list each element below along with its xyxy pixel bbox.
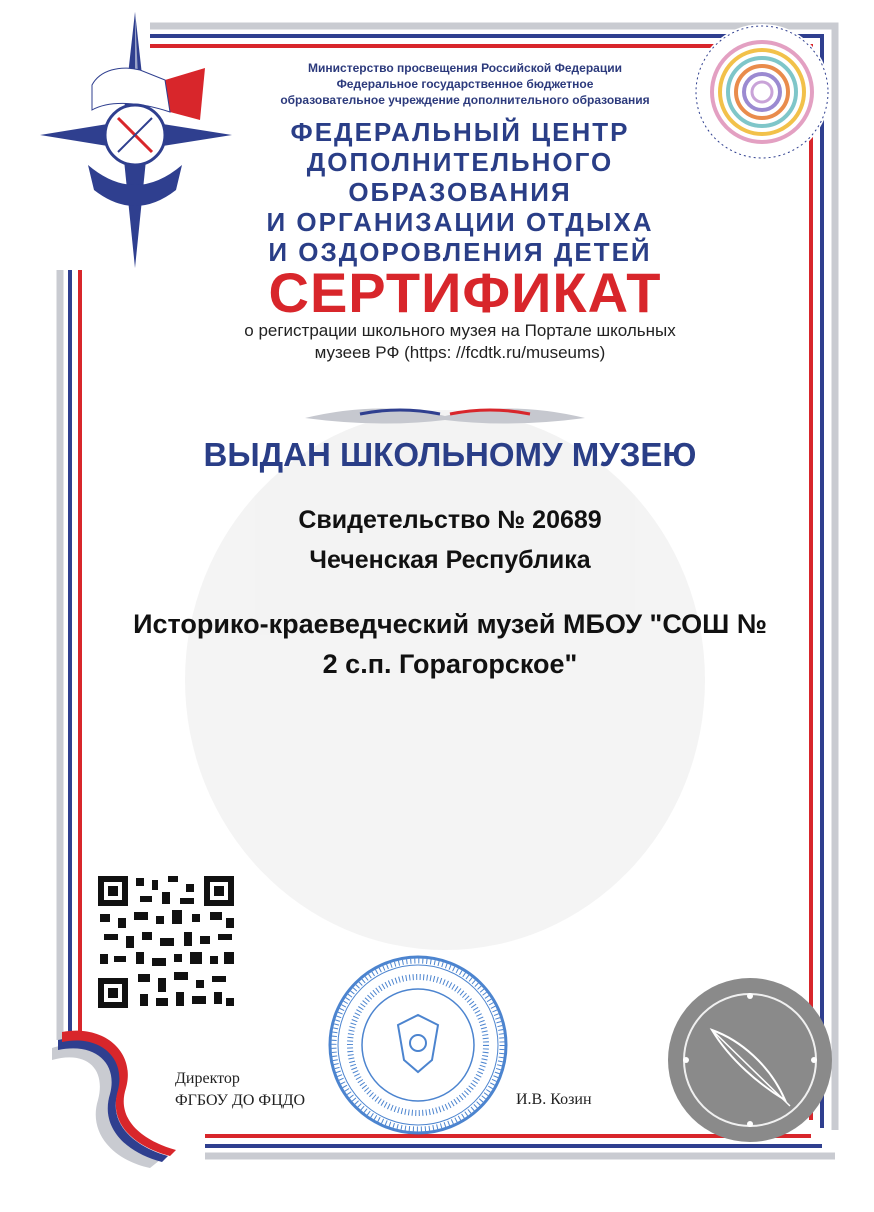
center-title-line-3: И ОРГАНИЗАЦИИ ОТДЫХА xyxy=(266,207,654,237)
certificate-subtitle-line-1: о регистрации школьного музея на Портале школьных xyxy=(244,321,676,340)
signatory-name: И.В. Козин xyxy=(516,1091,592,1108)
quill-emblem xyxy=(668,978,832,1142)
ministry-line-1: Министерство просвещения Российской Федерации xyxy=(308,61,622,75)
signatory-role xyxy=(175,1068,305,1112)
signatory-role-line-2: ФГБОУ ДО ФЦДО xyxy=(175,1092,306,1109)
center-title-line-1: ФЕДЕРАЛЬНЫЙ ЦЕНТР xyxy=(290,117,630,147)
federal-center-title xyxy=(200,117,720,267)
official-seal xyxy=(330,957,506,1133)
certificate-subtitle xyxy=(190,320,730,364)
signatory-role-line-1: Директор xyxy=(175,1070,240,1087)
museum-name-line-2: 2 с.п. Горагорское" xyxy=(322,649,578,679)
region-name: Чеченская Республика xyxy=(309,546,591,574)
ministry-line-2: Федеральное государственное бюджетное xyxy=(336,77,594,91)
issued-to-heading: ВЫДАН ШКОЛЬНОМУ МУЗЕЮ xyxy=(203,436,697,473)
certificate-number: Свидетельство № 20689 xyxy=(298,506,602,534)
certificate-subtitle-line-2: музеев РФ (https: //fcdtk.ru/museums) xyxy=(314,343,606,362)
museum-name-line-1: Историко-краеведческий музей МБОУ "СОШ № xyxy=(133,609,767,639)
certificate-title: СЕРТИФИКАТ xyxy=(268,261,662,324)
ministry-header xyxy=(230,60,700,108)
ministry-line-3: образовательное учреждение дополнительного образования xyxy=(280,93,650,107)
museum-name xyxy=(80,604,820,684)
center-title-line-4: И ОЗДОРОВЛЕНИЯ ДЕТЕЙ xyxy=(268,237,652,267)
tricolor-ribbon xyxy=(52,1031,176,1168)
qr-code[interactable] xyxy=(88,866,244,1018)
center-title-line-2: ДОПОЛНИТЕЛЬНОГО ОБРАЗОВАНИЯ xyxy=(306,147,614,207)
